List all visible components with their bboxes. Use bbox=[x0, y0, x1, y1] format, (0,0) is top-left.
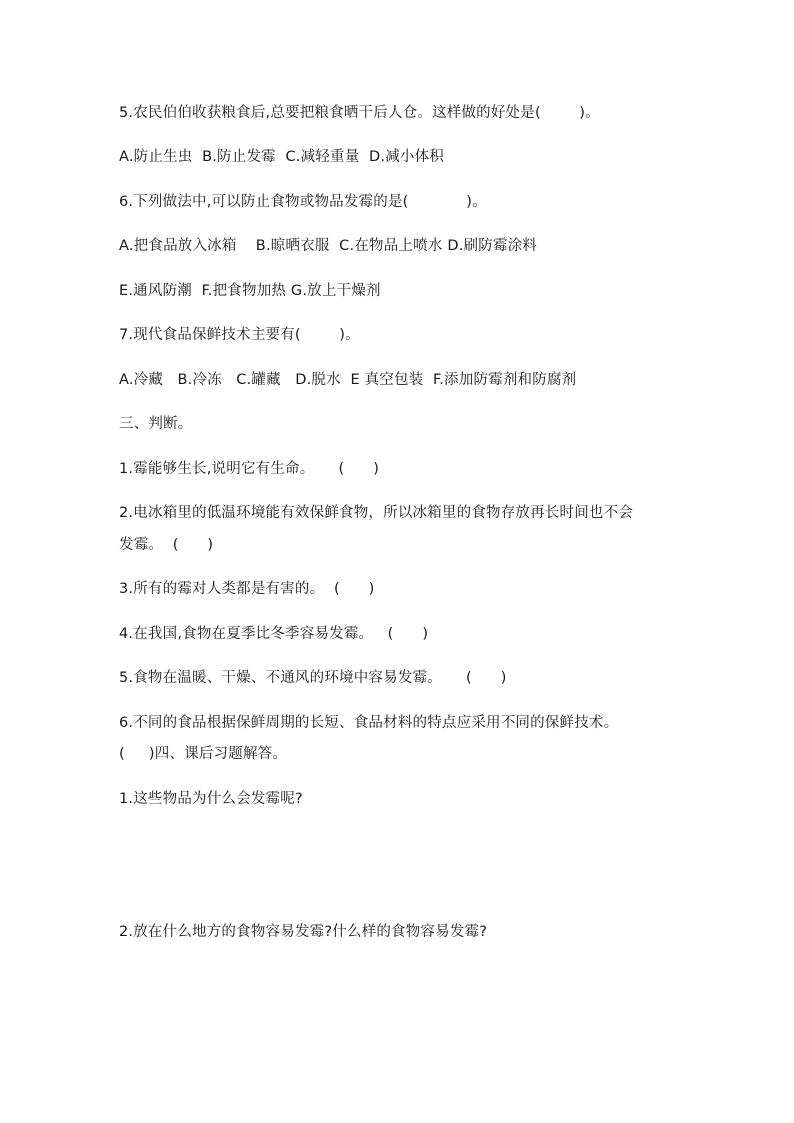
judgement-2-line-2: 发霉。 ( ) bbox=[119, 537, 214, 553]
question-6-options-1: A.把食品放入冰箱 B.晾晒衣服 C.在物品上喷水 D.刷防霉涂料 bbox=[119, 238, 537, 254]
exercise-1: 1.这些物品为什么会发霉呢? bbox=[119, 791, 303, 807]
question-6-options-2: E.通风防潮 F.把食物加热 G.放上干燥剂 bbox=[119, 283, 381, 299]
question-6: 6.下列做法中,可以防止食物或物品发霉的是( )。 bbox=[119, 194, 487, 210]
judgement-4: 4.在我国,食物在夏季比冬季容易发霉。 ( ) bbox=[119, 626, 429, 642]
judgement-1: 1.霉能够生长,说明它有生命。 ( ) bbox=[119, 461, 380, 477]
question-5: 5.农民伯伯收获粮食后,总要把粮食晒干后人仓。这样做的好处是( )。 bbox=[119, 105, 600, 121]
judgement-6-line-1: 6.不同的食品根据保鲜周期的长短、食品材料的特点应采用不同的保鲜技术。 bbox=[119, 715, 619, 731]
question-7-options: A.冷藏 B.冷冻 C.罐藏 D.脱水 E 真空包装 F.添加防霉剂和防腐剂 bbox=[119, 372, 577, 388]
section-heading-judgement: 三、判断。 bbox=[119, 416, 193, 432]
judgement-6-line-2: ( )四、课后习题解答。 bbox=[119, 746, 288, 762]
question-7: 7.现代食品保鲜技术主要有( )。 bbox=[119, 327, 360, 343]
judgement-3: 3.所有的霉对人类都是有害的。 ( ) bbox=[119, 581, 375, 597]
judgement-5: 5.食物在温暖、干燥、不通风的环境中容易发霉。 ( ) bbox=[119, 670, 507, 686]
exercise-2: 2.放在什么地方的食物容易发霉?什么样的食物容易发霉? bbox=[119, 924, 488, 940]
question-5-options: A.防止生虫 B.防止发霉 C.减轻重量 D.减小体积 bbox=[119, 149, 444, 165]
judgement-2-line-1: 2.电冰箱里的低温环境能有效保鲜食物，所以冰箱里的食物存放再长时间也不会 bbox=[119, 505, 634, 521]
